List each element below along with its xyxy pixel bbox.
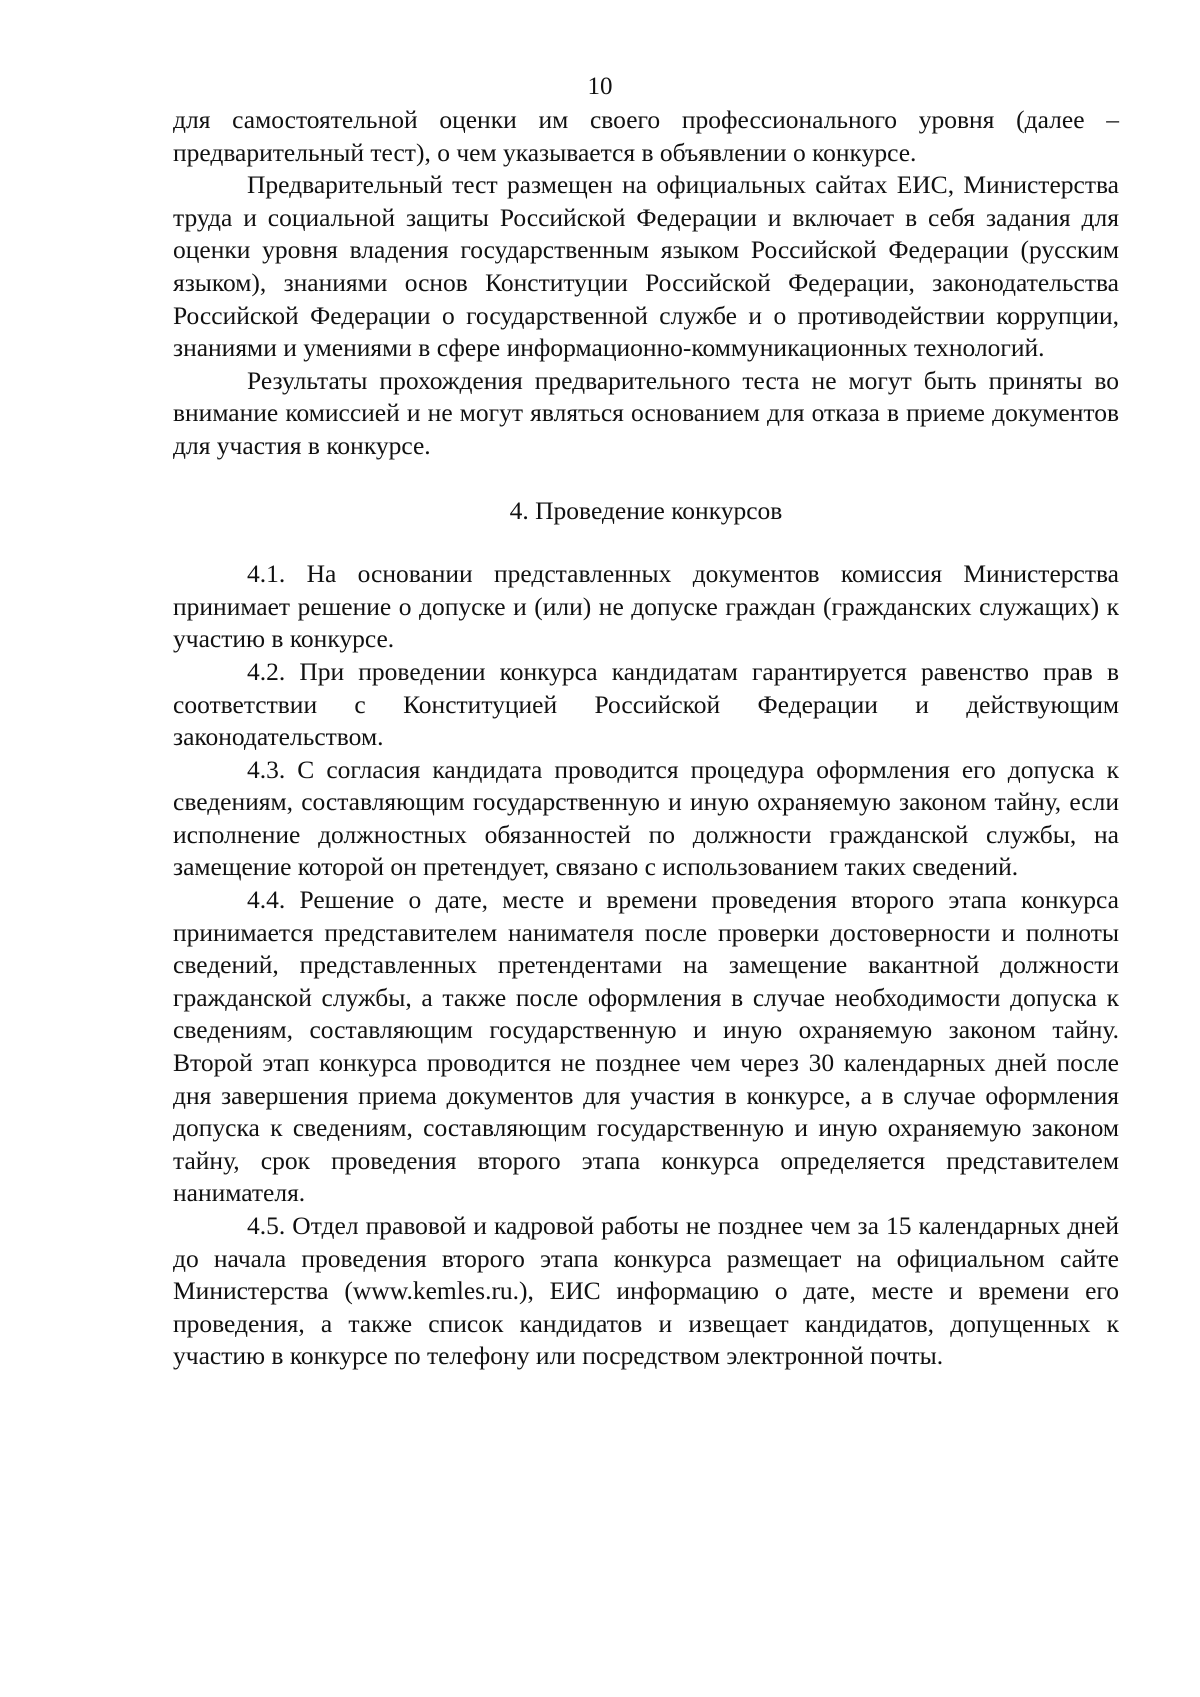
paragraph-test-results: Результаты прохождения предварительного теста не могут быть приняты во внимание комиссией и не могут являться основанием для отказа в приеме документов для участия в конкурсе.	[173, 365, 1119, 460]
paragraph-continuation: для самостоятельной оценки им своего профессионального уровня (далее – предварительный тест), о чем указывается в объявлении о конкурсе.	[173, 105, 1119, 167]
page-number: 10	[587, 73, 613, 100]
paragraph-4-1: 4.1. На основании представленных документов комиссия Министерства принимает решение о допуске и (или) не допуске граждан (гражданских служащих) к участию в конкурсе.	[173, 559, 1119, 654]
section-heading: 4. Проведение конкурсов	[509, 495, 783, 525]
paragraph-preliminary-test: Предварительный тест размещен на официальных сайтах ЕИС, Министерства труда и социальной защиты Российской Федерации и включает в себя задания для оценки уровня владения государственным языком Российской Федерации (русским языком), знаниями основ Конституции Российской Федерации, законодательства Российской Федерации о государственной службе и о противодействии коррупции, знаниями и умениями в сфере информационно-коммуникационных технологий.	[173, 170, 1119, 363]
paragraph-4-5: 4.5. Отдел правовой и кадровой работы не позднее чем за 15 календарных дней до начала проведения второго этапа конкурса размещает на официальном сайте Министерства (www.kemles.ru.), ЕИС информацию о дате, месте и времени его проведения, а также список кандидатов и извещает кандидатов, допущенных к участию в конкурсе по телефону или посредством электронной почты.	[173, 1211, 1119, 1371]
paragraph-4-3: 4.3. С согласия кандидата проводится процедура оформления его допуска к сведениям, составляющим государственную и иную охраняемую законом тайну, если исполнение должностных обязанностей по должности гражданской службы, на замещение которой он претендует, связано с использованием таких сведений.	[173, 754, 1119, 882]
paragraph-4-4: 4.4. Решение о дате, месте и времени проведения второго этапа конкурса принимается представителем нанимателя после проверки достоверности и полноты сведений, представленных претендентами на замещение вакантной должности гражданской службы, а также после оформления в случае необходимости допуска к сведениям, составляющим государственную и иную охраняемую законом тайну. Второй этап конкурса проводится не позднее чем через 30 календарных дней после дня завершения приема документов для участия в конкурсе, а в случае оформления допуска к сведениям, составляющим государственную и иную охраняемую законом тайну, срок проведения второго этапа конкурса определяется представителем нанимателя.	[173, 885, 1119, 1208]
document-body	[173, 104, 1119, 1373]
paragraph-4-2: 4.2. При проведении конкурса кандидатам гарантируется равенство прав в соответствии с Конституцией Российской Федерации и действующим законодательством.	[173, 656, 1119, 752]
